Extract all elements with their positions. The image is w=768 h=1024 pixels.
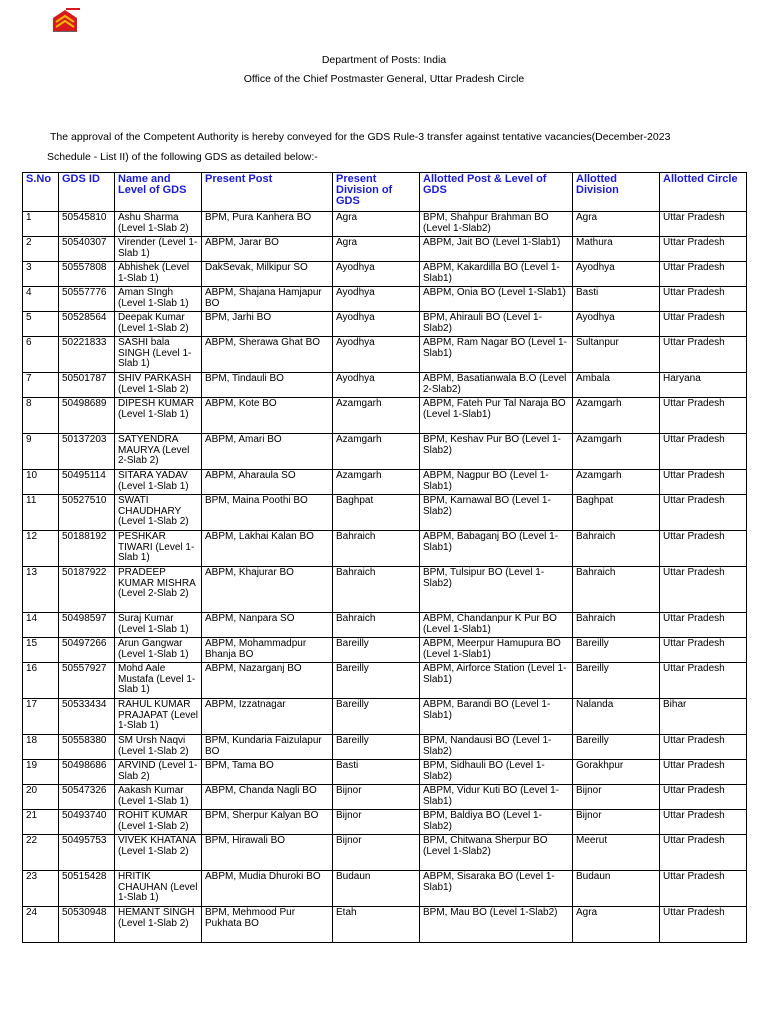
table-row [23, 262, 747, 287]
cell-allotted-division: Bahraich [573, 531, 660, 567]
cell-name-level: ARVIND (Level 1-Slab 2) [115, 760, 202, 785]
cell-name-level: Virender (Level 1-Slab 1) [115, 237, 202, 262]
cell-allotted-division: Bareilly [573, 663, 660, 699]
cell-present-division: Bahraich [333, 531, 420, 567]
cell-sno: 22 [23, 835, 59, 871]
cell-present-division: Azamgarh [333, 434, 420, 470]
cell-present-division: Etah [333, 907, 420, 943]
cell-allotted-circle: Uttar Pradesh [660, 398, 747, 434]
department-title: Department of Posts: India [321, 54, 447, 66]
cell-allotted-circle: Uttar Pradesh [660, 495, 747, 531]
cell-present-division: Bareilly [333, 638, 420, 663]
cell-sno: 12 [23, 531, 59, 567]
cell-present-division: Baghpat [333, 495, 420, 531]
table-row [23, 237, 747, 262]
cell-present-post: ABPM, Shajana Hamjapur BO [202, 287, 333, 312]
cell-name-level: Mohd Aale Mustafa (Level 1-Slab 1) [115, 663, 202, 699]
cell-allotted-circle: Uttar Pradesh [660, 835, 747, 871]
cell-gds-id: 50557808 [59, 262, 115, 287]
cell-allotted-division: Bahraich [573, 567, 660, 613]
header-gds-id: GDS ID [59, 173, 115, 212]
cell-sno: 16 [23, 663, 59, 699]
cell-sno: 9 [23, 434, 59, 470]
cell-present-division: Ayodhya [333, 337, 420, 373]
table-row [23, 663, 747, 699]
cell-allotted-division: Agra [573, 212, 660, 237]
cell-sno: 20 [23, 785, 59, 810]
cell-allotted-post: BPM, Baldiya BO (Level 1-Slab2) [420, 810, 573, 835]
table-row [23, 810, 747, 835]
header-present-division: Present Division of GDS [333, 173, 420, 212]
cell-allotted-division: Ambala [573, 373, 660, 398]
cell-gds-id: 50498597 [59, 613, 115, 638]
cell-sno: 6 [23, 337, 59, 373]
cell-name-level: HRITIK CHAUHAN (Level 1-Slab 1) [115, 871, 202, 907]
cell-allotted-circle: Uttar Pradesh [660, 470, 747, 495]
cell-present-division: Bareilly [333, 663, 420, 699]
cell-gds-id: 50137203 [59, 434, 115, 470]
cell-name-level: SASHI bala SINGH (Level 1-Slab 1) [115, 337, 202, 373]
cell-gds-id: 50540307 [59, 237, 115, 262]
cell-allotted-circle: Uttar Pradesh [660, 810, 747, 835]
cell-present-post: ABPM, Nazarganj BO [202, 663, 333, 699]
cell-allotted-division: Bijnor [573, 785, 660, 810]
cell-name-level: Suraj Kumar (Level 1-Slab 1) [115, 613, 202, 638]
cell-present-division: Bareilly [333, 735, 420, 760]
header-allotted-post: Allotted Post & Level of GDS [420, 173, 573, 212]
cell-present-division: Bijnor [333, 810, 420, 835]
cell-present-post: BPM, Hirawali BO [202, 835, 333, 871]
cell-sno: 8 [23, 398, 59, 434]
cell-name-level: SWATI CHAUDHARY (Level 1-Slab 2) [115, 495, 202, 531]
cell-allotted-post: ABPM, Sisaraka BO (Level 1-Slab1) [420, 871, 573, 907]
gds-transfer-table [22, 172, 747, 943]
table-row [23, 907, 747, 943]
cell-gds-id: 50528564 [59, 312, 115, 337]
cell-name-level: VIVEK KHATANA (Level 1-Slab 2) [115, 835, 202, 871]
cell-present-post: ABPM, Mohammadpur Bhanja BO [202, 638, 333, 663]
table-row [23, 871, 747, 907]
cell-allotted-circle: Uttar Pradesh [660, 567, 747, 613]
cell-allotted-post: BPM, Mau BO (Level 1-Slab2) [420, 907, 573, 943]
cell-sno: 14 [23, 613, 59, 638]
cell-allotted-division: Mathura [573, 237, 660, 262]
cell-allotted-circle: Haryana [660, 373, 747, 398]
cell-sno: 1 [23, 212, 59, 237]
cell-present-division: Bareilly [333, 699, 420, 735]
cell-allotted-division: Bareilly [573, 735, 660, 760]
table-row [23, 373, 747, 398]
table-row [23, 398, 747, 434]
table-row [23, 434, 747, 470]
cell-sno: 3 [23, 262, 59, 287]
table-row [23, 613, 747, 638]
cell-present-post: BPM, Tindauli BO [202, 373, 333, 398]
cell-allotted-division: Bahraich [573, 613, 660, 638]
cell-present-post: DakSevak, Milkipur SO [202, 262, 333, 287]
cell-present-post: ABPM, Izzatnagar [202, 699, 333, 735]
header-sno: S.No [23, 173, 59, 212]
cell-gds-id: 50547326 [59, 785, 115, 810]
cell-allotted-circle: Uttar Pradesh [660, 760, 747, 785]
table-row [23, 785, 747, 810]
cell-gds-id: 50527510 [59, 495, 115, 531]
table-row [23, 495, 747, 531]
cell-gds-id: 50533434 [59, 699, 115, 735]
table-row [23, 337, 747, 373]
cell-name-level: SATYENDRA MAURYA (Level 2-Slab 2) [115, 434, 202, 470]
cell-present-division: Ayodhya [333, 312, 420, 337]
cell-present-division: Bijnor [333, 835, 420, 871]
cell-present-post: BPM, Mehmood Pur Pukhata BO [202, 907, 333, 943]
table-row [23, 760, 747, 785]
cell-gds-id: 50495114 [59, 470, 115, 495]
table-header-row [23, 173, 747, 212]
table-row [23, 212, 747, 237]
cell-allotted-post: BPM, Tulsipur BO (Level 1-Slab2) [420, 567, 573, 613]
header-allotted-circle: Allotted Circle [660, 173, 747, 212]
intro-line-1: The approval of the Competent Authority is hereby conveyed for the GDS Rule-3 transfer against tentative vacancies(December-2023 [50, 131, 671, 143]
cell-present-post: ABPM, Kote BO [202, 398, 333, 434]
cell-allotted-post: ABPM, Kakardilla BO (Level 1-Slab1) [420, 262, 573, 287]
cell-gds-id: 50495753 [59, 835, 115, 871]
cell-gds-id: 50530948 [59, 907, 115, 943]
table-row [23, 735, 747, 760]
cell-name-level: SHIV PARKASH (Level 1-Slab 2) [115, 373, 202, 398]
cell-allotted-division: Azamgarh [573, 434, 660, 470]
cell-present-post: ABPM, Jarar BO [202, 237, 333, 262]
cell-allotted-division: Gorakhpur [573, 760, 660, 785]
cell-name-level: ROHIT KUMAR (Level 1-Slab 2) [115, 810, 202, 835]
cell-allotted-division: Budaun [573, 871, 660, 907]
cell-allotted-post: ABPM, Airforce Station (Level 1-Slab1) [420, 663, 573, 699]
cell-sno: 5 [23, 312, 59, 337]
header-present-post: Present Post [202, 173, 333, 212]
cell-gds-id: 50545810 [59, 212, 115, 237]
cell-allotted-post: BPM, Shahpur Brahman BO (Level 1-Slab2) [420, 212, 573, 237]
cell-sno: 2 [23, 237, 59, 262]
cell-present-post: ABPM, Khajurar BO [202, 567, 333, 613]
cell-present-post: BPM, Kundaria Faizulapur BO [202, 735, 333, 760]
table-row [23, 638, 747, 663]
cell-allotted-division: Agra [573, 907, 660, 943]
cell-gds-id: 50221833 [59, 337, 115, 373]
cell-allotted-circle: Uttar Pradesh [660, 735, 747, 760]
cell-gds-id: 50498686 [59, 760, 115, 785]
cell-present-post: BPM, Maina Poothi BO [202, 495, 333, 531]
table-row [23, 835, 747, 871]
cell-present-post: BPM, Pura Kanhera BO [202, 212, 333, 237]
cell-present-post: ABPM, Chanda Nagli BO [202, 785, 333, 810]
cell-name-level: Ashu Sharma (Level 1-Slab 2) [115, 212, 202, 237]
cell-sno: 24 [23, 907, 59, 943]
cell-name-level: RAHUL KUMAR PRAJAPAT (Level 1-Slab 1) [115, 699, 202, 735]
cell-sno: 23 [23, 871, 59, 907]
cell-present-division: Agra [333, 237, 420, 262]
cell-allotted-circle: Uttar Pradesh [660, 907, 747, 943]
cell-allotted-post: BPM, Keshav Pur BO (Level 1-Slab2) [420, 434, 573, 470]
cell-present-division: Bahraich [333, 567, 420, 613]
cell-allotted-circle: Uttar Pradesh [660, 337, 747, 373]
cell-allotted-division: Bijnor [573, 810, 660, 835]
cell-present-division: Budaun [333, 871, 420, 907]
cell-allotted-circle: Uttar Pradesh [660, 434, 747, 470]
cell-allotted-post: BPM, Chitwana Sherpur BO (Level 1-Slab2) [420, 835, 573, 871]
header-allotted-division: Allotted Division [573, 173, 660, 212]
cell-allotted-division: Baghpat [573, 495, 660, 531]
cell-allotted-circle: Uttar Pradesh [660, 613, 747, 638]
cell-allotted-post: BPM, Sidhauli BO (Level 1-Slab2) [420, 760, 573, 785]
cell-name-level: PRADEEP KUMAR MISHRA (Level 2-Slab 2) [115, 567, 202, 613]
cell-sno: 11 [23, 495, 59, 531]
cell-present-post: BPM, Jarhi BO [202, 312, 333, 337]
cell-present-post: ABPM, Nanpara SO [202, 613, 333, 638]
cell-present-post: ABPM, Mudia Dhuroki BO [202, 871, 333, 907]
cell-present-division: Azamgarh [333, 470, 420, 495]
cell-gds-id: 50557927 [59, 663, 115, 699]
cell-allotted-circle: Uttar Pradesh [660, 212, 747, 237]
cell-name-level: Aman SIngh (Level 1-Slab 1) [115, 287, 202, 312]
cell-allotted-post: ABPM, Ram Nagar BO (Level 1-Slab1) [420, 337, 573, 373]
cell-allotted-circle: Uttar Pradesh [660, 262, 747, 287]
cell-sno: 19 [23, 760, 59, 785]
cell-allotted-post: ABPM, Nagpur BO (Level 1-Slab1) [420, 470, 573, 495]
cell-name-level: HEMANT SINGH (Level 1-Slab 2) [115, 907, 202, 943]
cell-gds-id: 50515428 [59, 871, 115, 907]
cell-allotted-post: BPM, Ahirauli BO (Level 1-Slab2) [420, 312, 573, 337]
cell-allotted-circle: Uttar Pradesh [660, 871, 747, 907]
cell-present-post: ABPM, Aharaula SO [202, 470, 333, 495]
cell-allotted-circle: Uttar Pradesh [660, 531, 747, 567]
cell-present-division: Ayodhya [333, 373, 420, 398]
intro-line-2: Schedule - List II) of the following GDS as detailed below:- [47, 151, 318, 163]
cell-name-level: Arun Gangwar (Level 1-Slab 1) [115, 638, 202, 663]
india-post-logo-icon [44, 6, 86, 34]
cell-sno: 7 [23, 373, 59, 398]
cell-sno: 17 [23, 699, 59, 735]
table-row [23, 699, 747, 735]
cell-allotted-circle: Uttar Pradesh [660, 312, 747, 337]
cell-gds-id: 50557776 [59, 287, 115, 312]
cell-gds-id: 50498689 [59, 398, 115, 434]
cell-name-level: SITARA YADAV (Level 1-Slab 1) [115, 470, 202, 495]
cell-present-division: Agra [333, 212, 420, 237]
cell-sno: 13 [23, 567, 59, 613]
cell-allotted-division: Nalanda [573, 699, 660, 735]
table-row [23, 567, 747, 613]
cell-allotted-division: Ayodhya [573, 262, 660, 287]
cell-gds-id: 50558380 [59, 735, 115, 760]
table-row [23, 470, 747, 495]
cell-present-post: ABPM, Lakhai Kalan BO [202, 531, 333, 567]
cell-allotted-division: Azamgarh [573, 470, 660, 495]
cell-name-level: Deepak Kumar (Level 1-Slab 2) [115, 312, 202, 337]
cell-gds-id: 50493740 [59, 810, 115, 835]
cell-allotted-circle: Uttar Pradesh [660, 638, 747, 663]
cell-allotted-division: Basti [573, 287, 660, 312]
cell-sno: 4 [23, 287, 59, 312]
cell-allotted-post: BPM, Karnawal BO (Level 1-Slab2) [420, 495, 573, 531]
cell-name-level: PESHKAR TIWARI (Level 1-Slab 1) [115, 531, 202, 567]
cell-gds-id: 50501787 [59, 373, 115, 398]
cell-allotted-post: BPM, Nandausi BO (Level 1-Slab2) [420, 735, 573, 760]
cell-allotted-post: ABPM, Onia BO (Level 1-Slab1) [420, 287, 573, 312]
cell-gds-id: 50497266 [59, 638, 115, 663]
cell-present-post: ABPM, Amari BO [202, 434, 333, 470]
cell-name-level: DIPESH KUMAR (Level 1-Slab 1) [115, 398, 202, 434]
cell-allotted-division: Azamgarh [573, 398, 660, 434]
cell-allotted-post: ABPM, Basatianwala B.O (Level 2-Slab2) [420, 373, 573, 398]
cell-sno: 21 [23, 810, 59, 835]
cell-sno: 15 [23, 638, 59, 663]
cell-present-division: Bijnor [333, 785, 420, 810]
cell-present-division: Azamgarh [333, 398, 420, 434]
cell-allotted-division: Meerut [573, 835, 660, 871]
cell-allotted-post: ABPM, Jait BO (Level 1-Slab1) [420, 237, 573, 262]
cell-present-division: Ayodhya [333, 287, 420, 312]
cell-allotted-circle: Bihar [660, 699, 747, 735]
cell-allotted-circle: Uttar Pradesh [660, 287, 747, 312]
cell-sno: 10 [23, 470, 59, 495]
cell-allotted-post: ABPM, Barandi BO (Level 1-Slab1) [420, 699, 573, 735]
cell-allotted-circle: Uttar Pradesh [660, 237, 747, 262]
cell-name-level: Abhishek (Level 1-Slab 1) [115, 262, 202, 287]
cell-present-post: BPM, Tama BO [202, 760, 333, 785]
cell-allotted-circle: Uttar Pradesh [660, 663, 747, 699]
cell-allotted-circle: Uttar Pradesh [660, 785, 747, 810]
table-row [23, 531, 747, 567]
cell-gds-id: 50187922 [59, 567, 115, 613]
table-row [23, 312, 747, 337]
cell-present-division: Ayodhya [333, 262, 420, 287]
cell-present-division: Bahraich [333, 613, 420, 638]
cell-present-post: ABPM, Sherawa Ghat BO [202, 337, 333, 373]
table-row [23, 287, 747, 312]
cell-allotted-post: ABPM, Meerpur Hamupura BO (Level 1-Slab1) [420, 638, 573, 663]
cell-allotted-division: Ayodhya [573, 312, 660, 337]
header-name-level: Name and Level of GDS [115, 173, 202, 212]
cell-name-level: Aakash Kumar (Level 1-Slab 1) [115, 785, 202, 810]
cell-allotted-post: ABPM, Vidur Kuti BO (Level 1-Slab1) [420, 785, 573, 810]
cell-gds-id: 50188192 [59, 531, 115, 567]
cell-allotted-division: Sultanpur [573, 337, 660, 373]
cell-present-post: BPM, Sherpur Kalyan BO [202, 810, 333, 835]
cell-sno: 18 [23, 735, 59, 760]
cell-allotted-post: ABPM, Babaganj BO (Level 1-Slab1) [420, 531, 573, 567]
cell-name-level: SM Ursh Naqvi (Level 1-Slab 2) [115, 735, 202, 760]
cell-allotted-post: ABPM, Fateh Pur Tal Naraja BO (Level 1-Slab1) [420, 398, 573, 434]
cell-allotted-division: Bareilly [573, 638, 660, 663]
cell-present-division: Basti [333, 760, 420, 785]
office-title: Office of the Chief Postmaster General, Uttar Pradesh Circle [243, 73, 525, 85]
cell-allotted-post: ABPM, Chandanpur K Pur BO (Level 1-Slab1) [420, 613, 573, 638]
